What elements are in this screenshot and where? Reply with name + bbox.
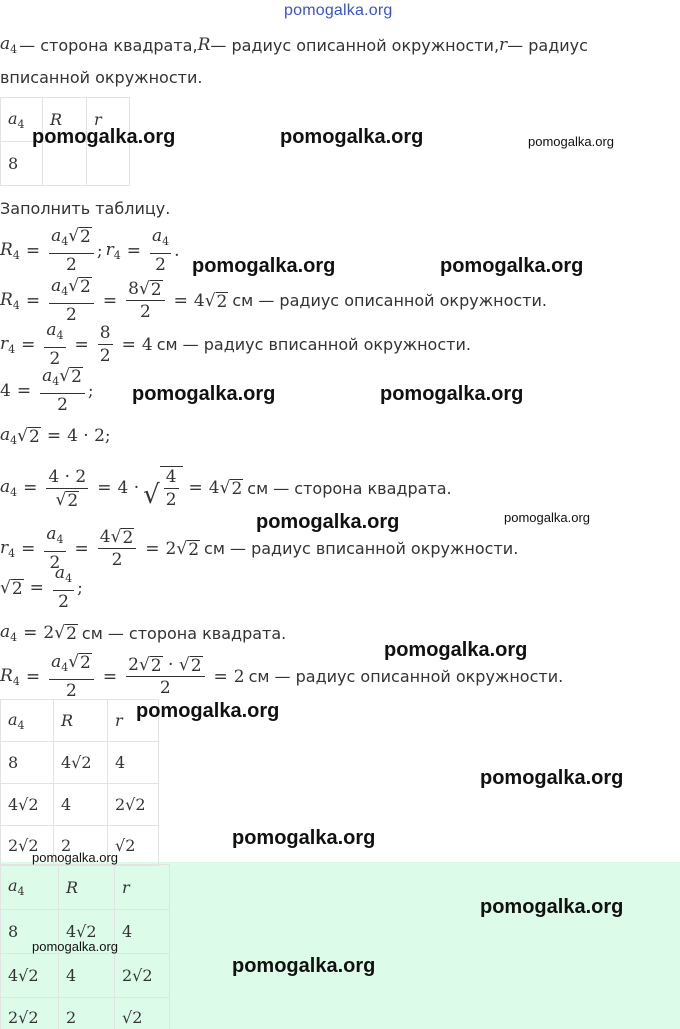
formula-2: $R_4$ = $a_4$ √ 2 2 = 8 √ 2 2 = 4 √ 2 см — радиус описанной окружности. xyxy=(0,276,547,325)
formula-7: $r_4$ = $\frac{a_4}{2}$ = 4 √ 2 2 = 2 √ 2 см — радиус вписанной окружности. xyxy=(0,524,519,573)
formula-1: $R_4$ = $a_4$ √ 2 2 ; $r_4$ = $\frac{a_4}{2}$ . xyxy=(0,226,180,275)
watermark: pomogalka.org xyxy=(32,126,176,148)
table-cell: √2 xyxy=(115,998,170,1029)
formula-9: $a_4$ = 2 √ 2 см — сторона квадрата. xyxy=(0,622,287,644)
site-header-link[interactable]: pomogalka.org xyxy=(284,2,393,19)
cell-a4: 8 xyxy=(1,142,43,186)
formula-10: $R_4$ = $a_4$ √ 2 2 = 2 √ 2 · √ 2 2 = 2 см — радиус описанной окружности. xyxy=(0,652,564,701)
table-cell: 4√2 xyxy=(1,784,54,826)
formula-8: √ 2 = $\frac{a_4}{2}$ ; xyxy=(0,563,83,612)
watermark: pomogalka.org xyxy=(280,126,424,148)
formula-5: $a_4$ √ 2 = 4 · 2; xyxy=(0,425,111,447)
table-cell: √2 xyxy=(108,826,159,866)
watermark: pomogalka.org xyxy=(232,827,376,849)
table-cell: 2√2 xyxy=(1,998,59,1029)
table-cell: 4 xyxy=(115,910,170,954)
watermark: pomogalka.org xyxy=(440,255,584,277)
header-r: r xyxy=(108,700,159,742)
table-cell: 2√2 xyxy=(1,826,54,866)
watermark: pomogalka.org xyxy=(132,383,276,405)
header-R: R xyxy=(43,98,87,142)
table-cell: 4√2 xyxy=(54,742,108,784)
table-cell: 8 xyxy=(1,910,59,954)
header-R: R xyxy=(54,700,108,742)
watermark: pomogalka.org xyxy=(192,255,336,277)
header-r: r xyxy=(87,98,130,142)
formula-3: $r_4$ = $\frac{a_4}{2}$ = $\frac{8}{2}$ = 4 см — радиус вписанной окружности. xyxy=(0,320,471,369)
watermark: pomogalka.org xyxy=(384,639,528,661)
table-cell: 4 xyxy=(54,784,108,826)
table-cell: 4√2 xyxy=(59,910,115,954)
header-r: r xyxy=(115,865,170,910)
header-a4: $a_4$ xyxy=(1,865,59,910)
task-text: Заполнить таблицу. xyxy=(0,199,171,218)
formula-6: $a_4$ = 4 · 2 √ 2 = 4 · √ $\frac{4}{2}$ = 4 √ 2 см — сторона квадрата. xyxy=(0,466,452,511)
solution-table xyxy=(0,699,159,866)
table-cell: 2 xyxy=(54,826,108,866)
table-cell: 4 xyxy=(59,954,115,998)
table-cell: 8 xyxy=(1,742,54,784)
table-cell: 2 xyxy=(59,998,115,1029)
watermark: pomogalka.org xyxy=(504,510,590,525)
watermark: pomogalka.org xyxy=(32,939,118,954)
intro-line-1: $a_4$ — сторона квадрата, R — радиус описанной окружности, r — радиус xyxy=(0,34,588,56)
table-cell: 4 xyxy=(108,742,159,784)
header-a4: $a_4$ xyxy=(1,700,54,742)
watermark: pomogalka.org xyxy=(256,511,400,533)
watermark: pomogalka.org xyxy=(232,955,376,977)
watermark: pomogalka.org xyxy=(32,850,118,865)
watermark: pomogalka.org xyxy=(528,134,614,149)
watermark: pomogalka.org xyxy=(480,767,624,789)
table-cell: 2√2 xyxy=(108,784,159,826)
watermark: pomogalka.org xyxy=(380,383,524,405)
header-R: R xyxy=(59,865,115,910)
watermark: pomogalka.org xyxy=(480,896,624,918)
watermark: pomogalka.org xyxy=(136,700,280,722)
intro-line-2: вписанной окружности. xyxy=(0,68,203,87)
formula-4: 4 = $a_4$ √ 2 2 ; xyxy=(0,366,94,415)
table-cell: 4√2 xyxy=(1,954,59,998)
table-cell: 2√2 xyxy=(115,954,170,998)
header-a4: $a_4$ xyxy=(1,98,43,142)
